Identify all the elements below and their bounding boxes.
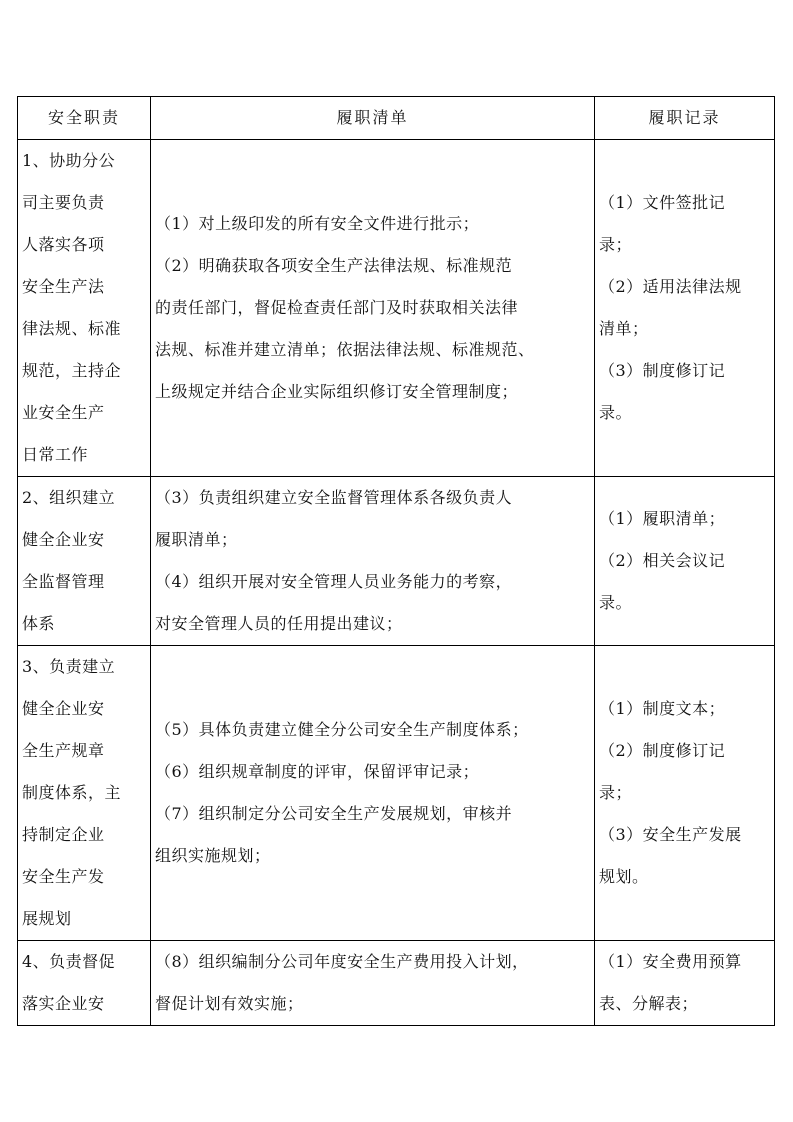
text-line: 督促计划有效实施； <box>155 994 304 1013</box>
list-cell <box>151 477 595 646</box>
text-line: 规划。 <box>599 867 649 886</box>
text-line: 制度体系，主 <box>22 783 122 802</box>
table-row <box>18 477 775 646</box>
text-line: （5）具体负责建立健全分公司安全生产制度体系； <box>155 720 529 739</box>
list-cell <box>151 646 595 941</box>
text-line: （7）组织制定分公司安全生产发展规划，审核并 <box>155 804 513 823</box>
record-cell <box>595 941 775 1026</box>
duty-table <box>17 96 775 1026</box>
text-line: 人落实各项 <box>22 235 105 254</box>
text-line: 日常工作 <box>22 445 89 464</box>
text-line: 2、组织建立 <box>22 488 116 507</box>
text-line: 的责任部门，督促检查责任部门及时获取相关法律 <box>155 298 519 317</box>
text-line: （2）制度修订记 <box>599 741 726 760</box>
text-line: 全监督管理 <box>22 572 105 591</box>
header-row <box>18 97 775 140</box>
text-line: 录。 <box>599 593 633 612</box>
text-line: 4、负责督促 <box>22 952 116 971</box>
list-cell <box>151 941 595 1026</box>
text-line: 录。 <box>599 403 633 422</box>
table-row <box>18 646 775 941</box>
text-line: 法规、标准并建立清单；依据法律法规、标准规范、 <box>155 340 535 359</box>
text-line: 持制定企业 <box>22 825 105 844</box>
text-line: （3）安全生产发展 <box>599 825 742 844</box>
text-line: （3）制度修订记 <box>599 361 726 380</box>
header-safety-duty: 安全职责 <box>18 97 151 140</box>
text-line: 表、分解表； <box>599 994 699 1013</box>
duty-cell <box>18 941 151 1026</box>
text-line: 健全企业安 <box>22 530 105 549</box>
text-line: 业安全生产 <box>22 403 105 422</box>
text-line: 律法规、标准 <box>22 319 122 338</box>
table-row <box>18 941 775 1026</box>
text-line: 履职清单； <box>155 530 238 549</box>
text-line: 1、协助分公 <box>22 151 116 170</box>
record-cell <box>595 140 775 477</box>
text-line: 安全生产法 <box>22 277 105 296</box>
record-cell <box>595 477 775 646</box>
table-row <box>18 140 775 477</box>
text-line: 落实企业安 <box>22 994 105 1013</box>
text-line: 体系 <box>22 614 56 633</box>
list-cell <box>151 140 595 477</box>
text-line: 健全企业安 <box>22 699 105 718</box>
text-line: （1）对上级印发的所有安全文件进行批示； <box>155 214 480 233</box>
text-line: 录； <box>599 783 633 802</box>
text-line: 司主要负责 <box>22 193 105 212</box>
header-duty-list: 履职清单 <box>151 97 595 140</box>
text-line: （6）组织规章制度的评审，保留评审记录； <box>155 762 480 781</box>
duty-cell <box>18 477 151 646</box>
text-line: （2）相关会议记 <box>599 551 726 570</box>
duty-cell <box>18 646 151 941</box>
text-line: 组织实施规划； <box>155 846 271 865</box>
text-line: （1）文件签批记 <box>599 193 726 212</box>
text-line: （1）制度文本； <box>599 699 726 718</box>
text-line: 清单； <box>599 319 649 338</box>
text-line: 展规划 <box>22 909 72 928</box>
text-line: 全生产规章 <box>22 741 105 760</box>
text-line: （4）组织开展对安全管理人员业务能力的考察， <box>155 572 513 591</box>
text-line: （3）负责组织建立安全监督管理体系各级负责人 <box>155 488 513 507</box>
header-duty-record: 履职记录 <box>595 97 775 140</box>
text-line: （1）安全费用预算 <box>599 952 742 971</box>
text-line: （8）组织编制分公司年度安全生产费用投入计划， <box>155 952 529 971</box>
record-cell <box>595 646 775 941</box>
text-line: 安全生产发 <box>22 867 105 886</box>
text-line: （2）明确获取各项安全生产法律法规、标准规范 <box>155 256 513 275</box>
text-line: 上级规定并结合企业实际组织修订安全管理制度； <box>155 382 519 401</box>
text-line: 录； <box>599 235 633 254</box>
text-line: 3、负责建立 <box>22 657 116 676</box>
duty-cell <box>18 140 151 477</box>
text-line: （2）适用法律法规 <box>599 277 742 296</box>
text-line: （1）履职清单； <box>599 509 726 528</box>
text-line: 规范，主持企 <box>22 361 122 380</box>
text-line: 对安全管理人员的任用提出建议； <box>155 614 403 633</box>
